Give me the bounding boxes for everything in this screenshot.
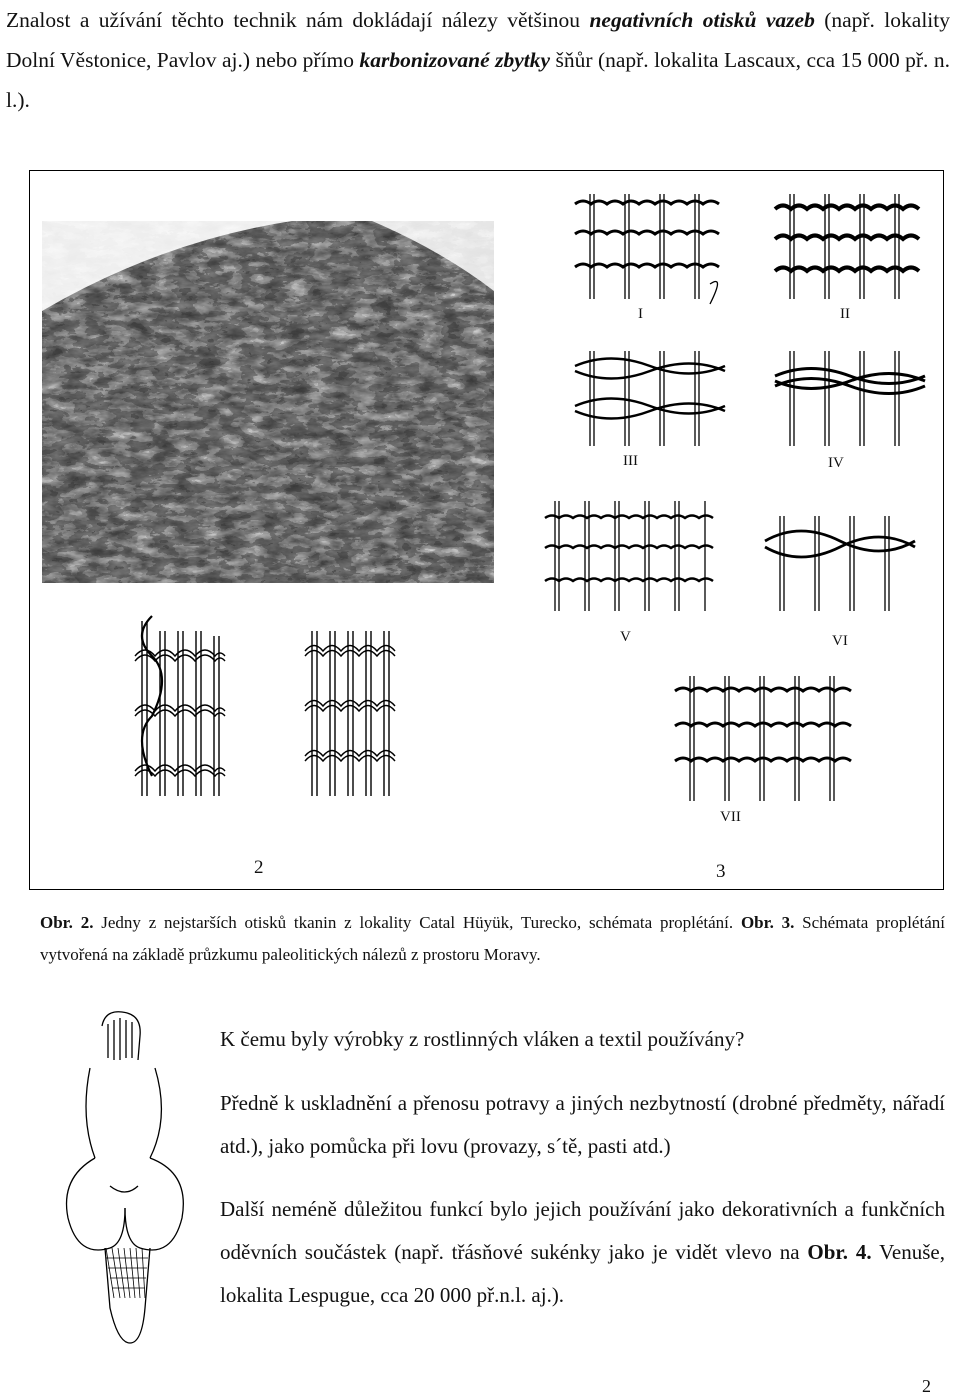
paragraph-decorative: Další neméně důležitou funkcí bylo jejich používání jako dekorativních a funkčních oděvních součástek (např. třásňové sukénky jako je vidět vlevo na Obr. 4. Venuše, lokalita Lespugue, cca 20 000 př.n.l. aj.). <box>220 1197 945 1307</box>
emphasis-negative-imprints: negativních otisků vazeb <box>589 8 815 32</box>
intro-paragraph: Znalost a užívání těchto technik nám dokládají nálezy většinou negativních otisků vazeb (např. lokality Dolní Věstonice, Pavlov aj.) nebo přímo karbonizované zbytky šňůr (např. lokalita Lascaux, cca 15 000 př. n. l.). <box>6 8 950 112</box>
weave-pattern-i <box>570 189 730 309</box>
emphasis-carbonized-remains: karbonizované zbytky <box>359 48 551 72</box>
ref-obr4: Obr. 4. <box>807 1240 872 1264</box>
pattern-label-i: I <box>638 306 643 322</box>
weave-pattern-vii <box>670 671 870 811</box>
caption-ref-obr2: Obr. 2. <box>40 913 94 932</box>
knotted-weave-drawing-left <box>130 611 230 801</box>
figure-label-2: 2 <box>254 857 264 878</box>
pattern-label-v: V <box>620 629 631 645</box>
weave-pattern-v <box>540 496 720 621</box>
weave-pattern-iii <box>570 346 730 456</box>
page-number: 2 <box>922 1376 931 1396</box>
venus-lespugue-drawing <box>50 1008 200 1353</box>
figure-caption: Obr. 2. Jedny z nejstarších otisků tkanin z lokality Catal Hüyük, Turecko, schémata proplétání. Obr. 3. Schémata proplétání vytvořená na základě průzkumu paleolitických nálezů z prostoru Moravy. <box>40 913 945 964</box>
pattern-label-vii: VII <box>720 809 741 825</box>
weave-pattern-ii <box>770 189 930 309</box>
knotted-weave-drawing-right <box>302 626 402 801</box>
figure-box <box>29 170 944 890</box>
paragraph-uses: Předně k uskladnění a přenosu potravy a jiných nezbytností (drobné předměty, nářadí atd.), jako pomůcka při lovu (provazy, s´tě, pasti atd.) <box>220 1091 945 1158</box>
question-heading: K čemu byly výrobky z rostlinných vláken a textil používány? <box>220 1027 745 1051</box>
pattern-label-iv: IV <box>828 455 844 471</box>
caption-ref-obr3: Obr. 3. <box>740 913 795 932</box>
pattern-label-vi: VI <box>832 633 848 649</box>
figure-label-3: 3 <box>716 861 726 882</box>
pattern-label-ii: II <box>840 306 850 322</box>
weave-pattern-iv <box>770 346 930 456</box>
textile-imprint-photo <box>42 221 494 583</box>
pattern-label-iii: III <box>623 453 638 469</box>
weave-pattern-vi <box>760 511 920 621</box>
